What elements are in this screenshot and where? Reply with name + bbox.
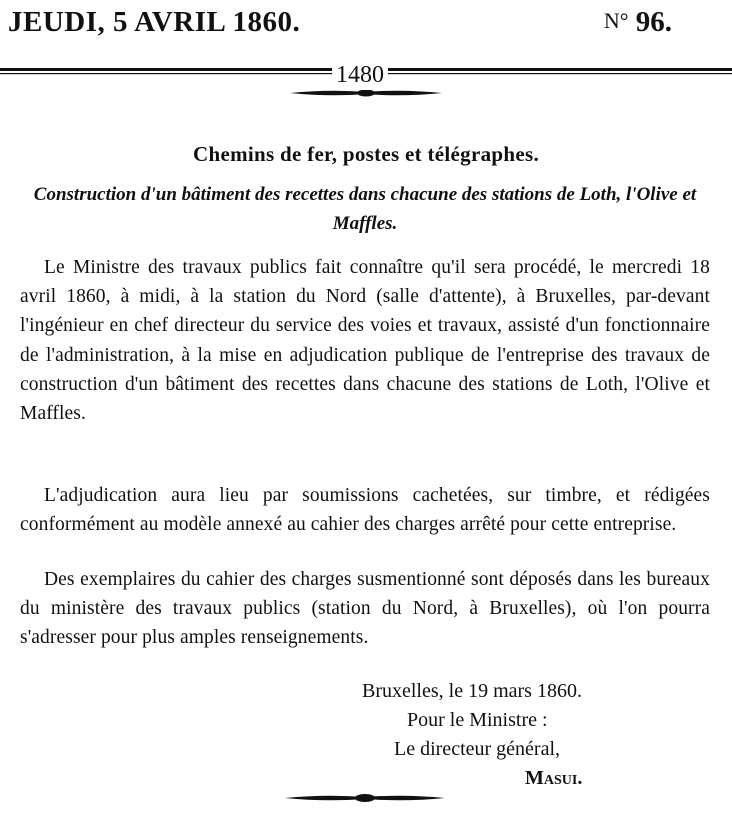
- issue-date: JEUDI, 5 AVRIL 1860.: [8, 6, 301, 38]
- page-number: 1480: [332, 60, 388, 90]
- signature-on-behalf: Pour le Ministre :: [407, 709, 548, 731]
- signature-title: Le directeur général,: [394, 738, 561, 760]
- masthead: [8, 6, 672, 46]
- paragraph-copies: Des exemplaires du cahier des charges susmentionné sont déposés dans les bureaux du ministère des travaux publics (station du Nord, à Bruxelles), où l'on pourra s'adresser pour plus amples renseignements.: [20, 569, 710, 649]
- paragraph-announcement: Le Ministre des travaux publics fait connaître qu'il sera procédé, le mercredi 18 avril 1860, à midi, à la station du Nord (salle d'attente), à Bruxelles, par-devant l'ingénieur en chef directeur du service des voies et travaux, assisté d'un fonctionnaire de l'administration, à la mise en adjudication publique de l'entreprise des travaux de construction d'un bâtiment des recettes dans chacune des stations de Loth, l'Olive et Maffles.: [20, 257, 710, 425]
- signature-place-date: Bruxelles, le 19 mars 1860.: [362, 680, 582, 702]
- notice-subtitle: Construction d'un bâtiment des recettes dans chacune des stations de Loth, l'Olive et Maffles.: [33, 184, 697, 234]
- issue-number-value: 96.: [635, 6, 672, 38]
- signature-name: Masui.: [525, 767, 583, 789]
- header-rule: [0, 60, 732, 100]
- number-sign: N°: [603, 8, 629, 33]
- issue-number: [604, 6, 672, 39]
- paragraph-submissions: L'adjudication aura lieu par soumissions cachetées, sur timbre, et rédigées conformément au modèle annexé au cahier des charges arrêté pour cette entreprise.: [20, 485, 710, 536]
- footer-ornament: [285, 790, 445, 806]
- section-title: Chemins de fer, postes et télégraphes.: [193, 142, 539, 166]
